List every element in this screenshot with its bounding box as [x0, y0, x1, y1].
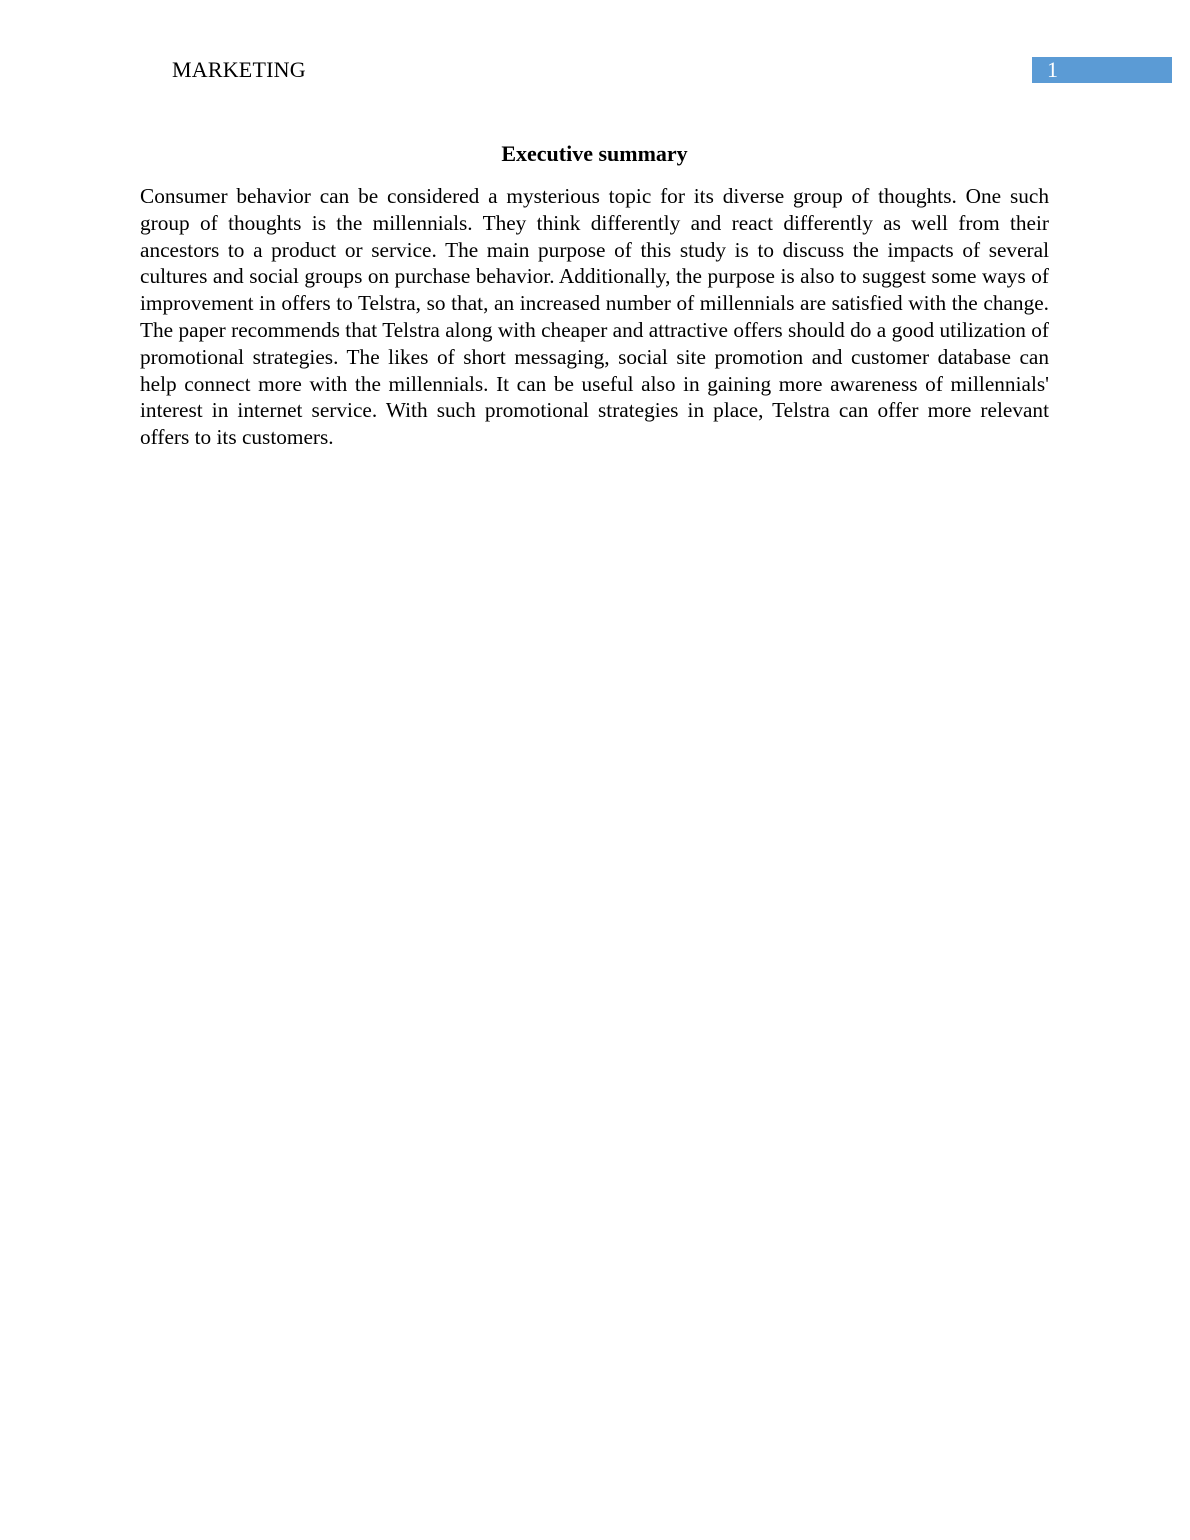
body-paragraph: Consumer behavior can be considered a mysterious topic for its diverse group of thoughts. One such group of thoughts is the millennials. They think differently and react differently as well from their ancestors to a product or service. The main purpose of this study is to discuss the impacts of several cultures and social groups on purchase behavior. Additionally, the purpose is also to suggest some ways of improvement in offers to Telstra, so that, an increased number of millennials are satisfied with the change. The paper recommends that Telstra along with cheaper and attractive offers should do a good utilization of promotional strategies. The likes of short messaging, social site promotion and customer database can help connect more with the millennials. It can be useful also in gaining more awareness of millennials' interest in internet service. With such promotional strategies in place, Telstra can offer more relevant offers to its customers.: [140, 184, 1049, 450]
running-header-title: MARKETING: [172, 57, 306, 82]
page-number-badge: 1: [1032, 57, 1172, 83]
section-heading: Executive summary: [501, 141, 688, 166]
